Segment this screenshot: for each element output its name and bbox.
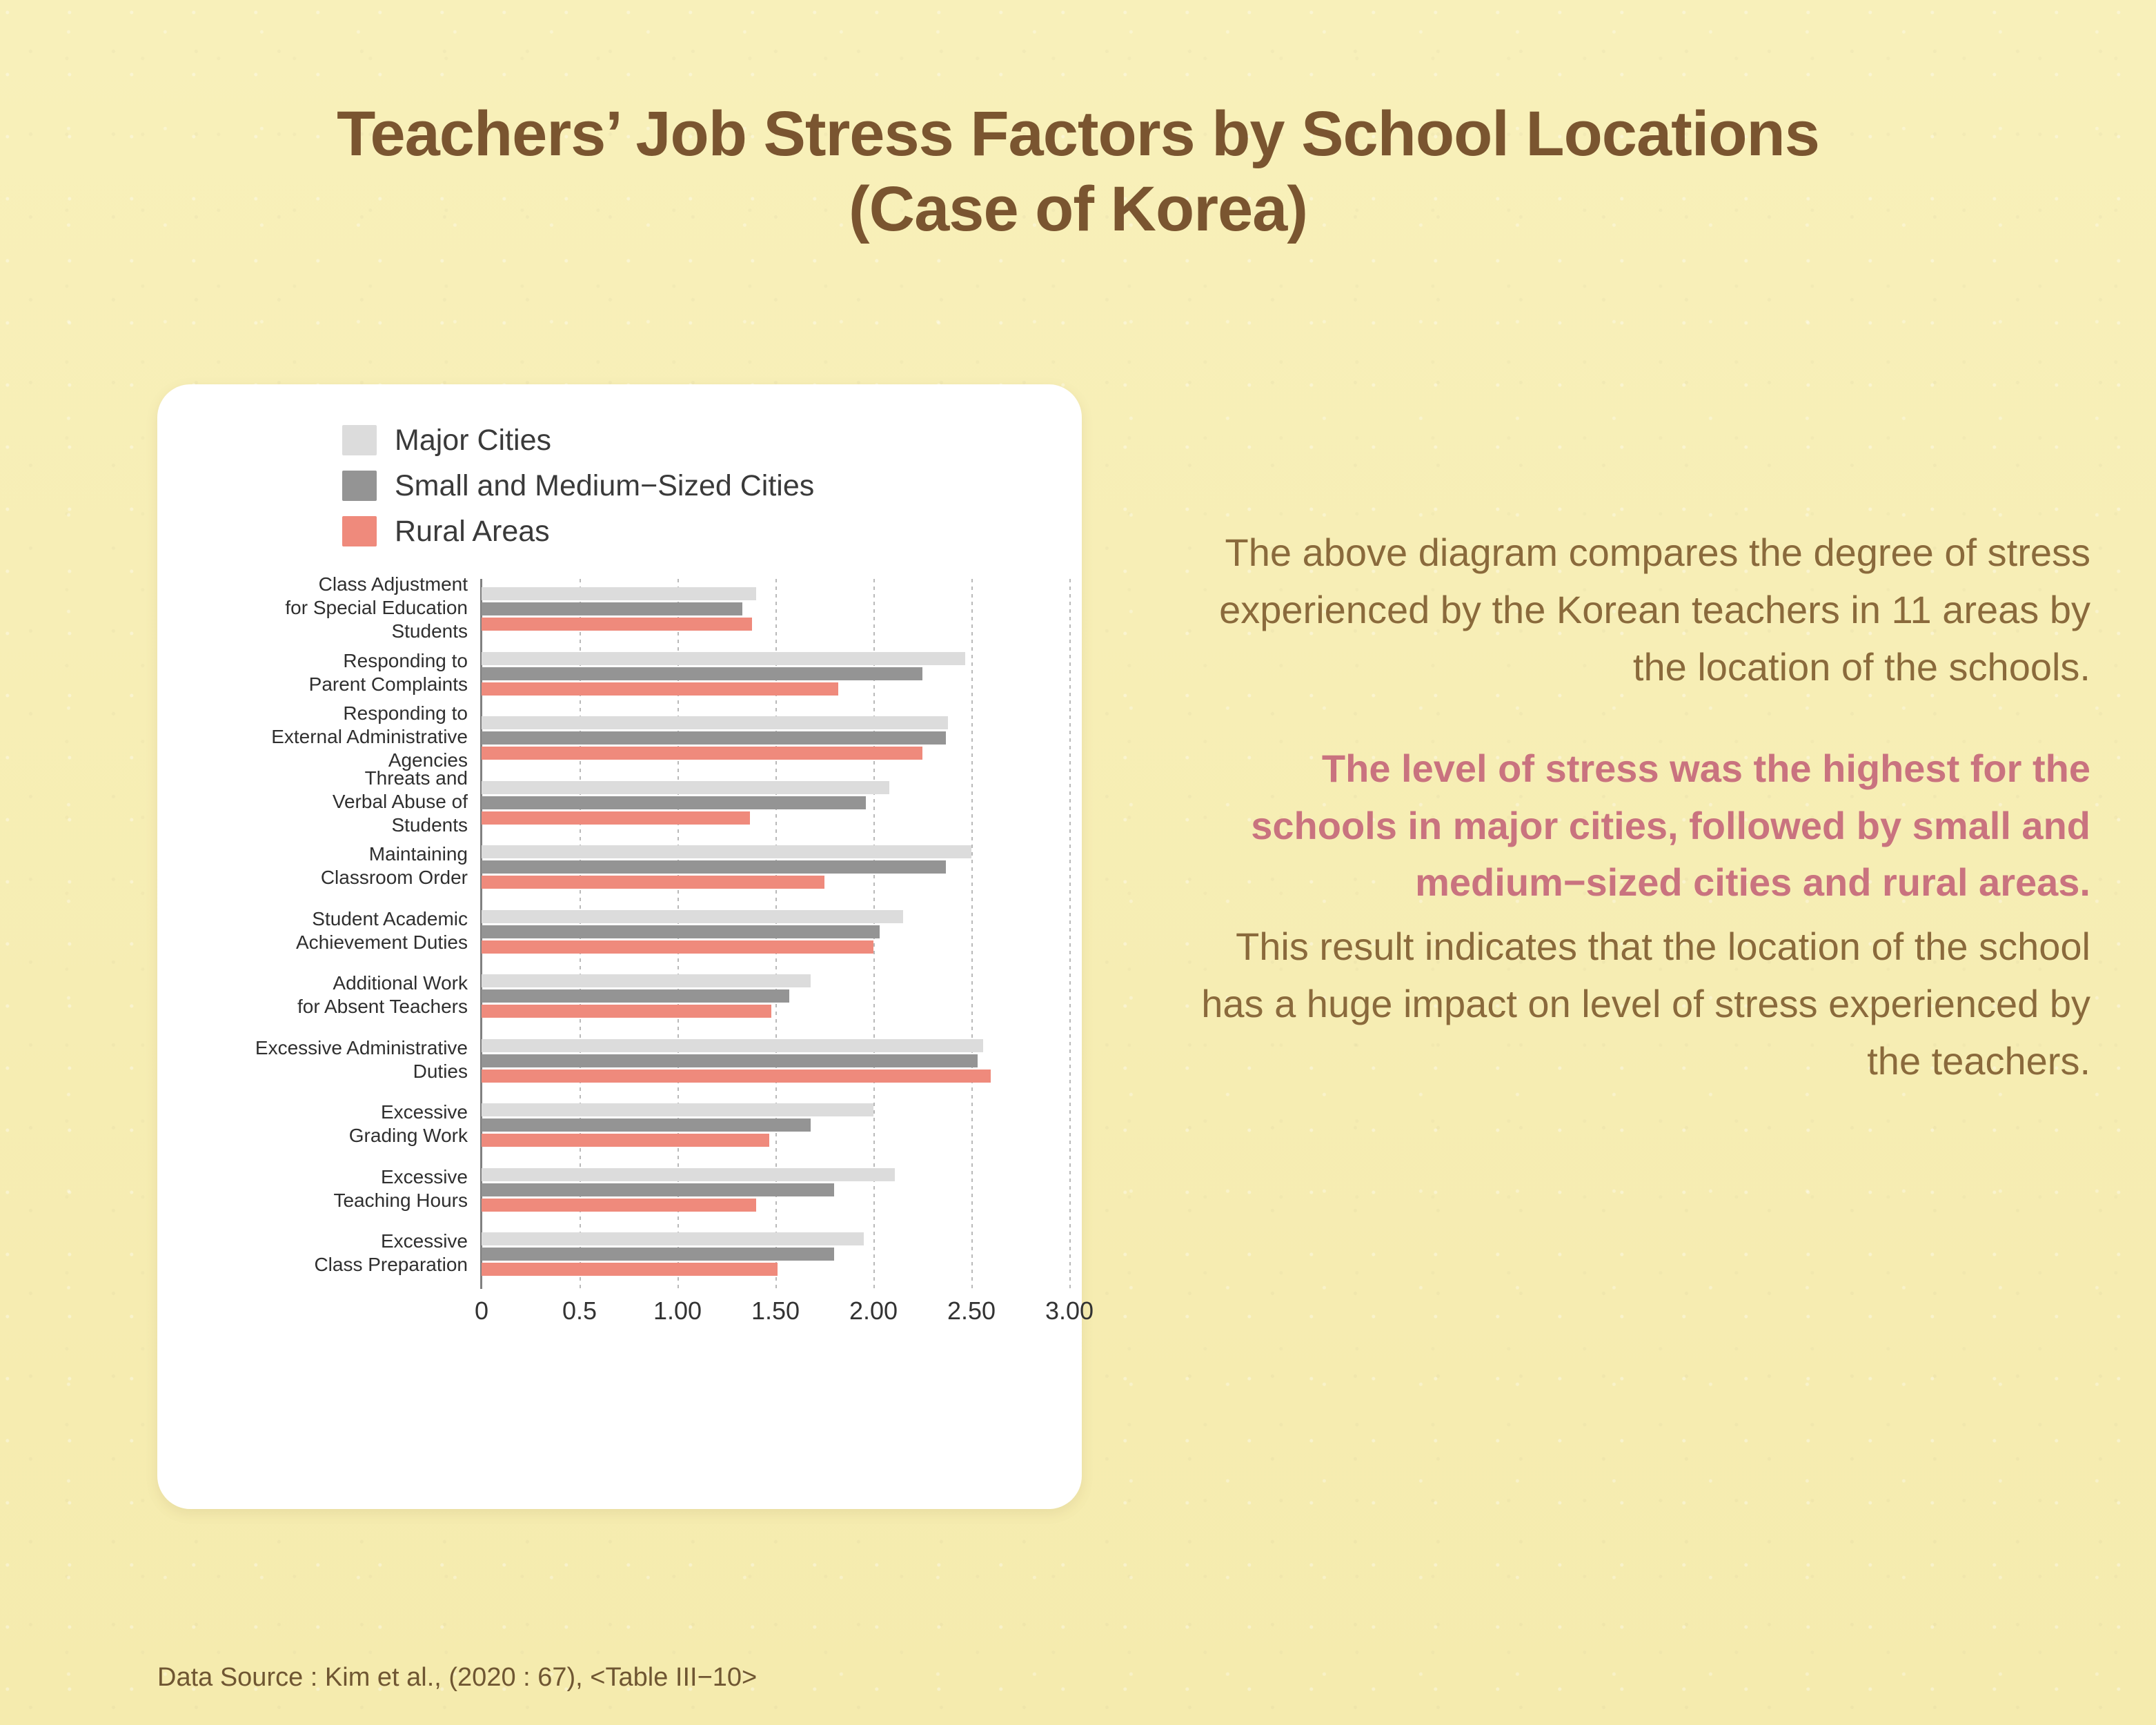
bar-major-cities-10: [482, 1232, 864, 1245]
bar-small-and-medium-sized-cities-10: [482, 1248, 834, 1261]
bar-major-cities-2: [482, 716, 948, 729]
page-title-line1: Teachers’ Job Stress Factors by School Locations: [337, 99, 1819, 169]
category-label: Responding to Parent Complaints: [308, 649, 468, 695]
legend-label-major-cities: Major Cities: [395, 423, 551, 457]
x-tick-label: 1.00: [653, 1297, 702, 1325]
legend-label-small-medium-cities: Small and Medium−Sized Cities: [395, 469, 815, 502]
legend-label-rural-areas: Rural Areas: [395, 514, 550, 548]
bar-major-cities-7: [482, 1039, 983, 1052]
bar-small-and-medium-sized-cities-9: [482, 1183, 834, 1196]
bar-small-and-medium-sized-cities-8: [482, 1118, 811, 1132]
bar-major-cities-5: [482, 910, 903, 923]
bar-small-and-medium-sized-cities-3: [482, 796, 866, 809]
description-paragraph-3: This result indicates that the location of the school has a huge impact on level of stress experienced by the teachers.: [1201, 925, 2090, 1083]
category-label: Threats and Verbal Abuse of Students: [332, 767, 468, 836]
bar-rural-areas-8: [482, 1134, 769, 1147]
bar-small-and-medium-sized-cities-5: [482, 925, 880, 938]
bar-major-cities-8: [482, 1103, 873, 1116]
category-label: Excessive Teaching Hours: [333, 1165, 468, 1211]
bar-small-and-medium-sized-cities-1: [482, 667, 922, 680]
bar-small-and-medium-sized-cities-0: [482, 602, 742, 615]
x-tick-label: 3.00: [1045, 1297, 1094, 1325]
gridline-3.00: [1069, 579, 1071, 1289]
x-tick-label: 1.50: [751, 1297, 800, 1325]
bar-major-cities-4: [482, 845, 971, 858]
bar-rural-areas-1: [482, 682, 838, 696]
bar-rural-areas-0: [482, 618, 752, 631]
gridline-2.50: [971, 579, 973, 1289]
bar-major-cities-3: [482, 781, 889, 794]
chart-card: [157, 384, 1094, 1509]
bar-rural-areas-9: [482, 1199, 756, 1212]
bar-rural-areas-10: [482, 1263, 778, 1276]
category-label: Student Academic Achievement Duties: [295, 907, 468, 953]
x-tick-label: 2.50: [947, 1297, 996, 1325]
description-paragraph-1: The above diagram compares the degree of stress experienced by the Korean teachers in 11 areas by the location of the schools.: [1219, 531, 2090, 689]
bar-major-cities-9: [482, 1168, 895, 1181]
bar-rural-areas-3: [482, 811, 750, 825]
bar-rural-areas-6: [482, 1005, 771, 1018]
x-tick-label: 0.5: [562, 1297, 597, 1325]
bar-rural-areas-2: [482, 747, 922, 760]
category-label: Excessive Class Preparation: [314, 1230, 468, 1276]
category-label: Maintaining Classroom Order: [320, 843, 468, 889]
description-paragraph-2-highlight: The level of stress was the highest for the schools in major cities, followed by small and medium−sized cities and rural areas.: [1251, 746, 2090, 905]
bar-small-and-medium-sized-cities-2: [482, 731, 946, 745]
bar-small-and-medium-sized-cities-7: [482, 1054, 978, 1067]
bar-rural-areas-7: [482, 1070, 991, 1083]
category-label: Responding to External Administrative Agencies: [271, 702, 468, 771]
bar-rural-areas-4: [482, 876, 824, 889]
x-tick-label: 2.00: [849, 1297, 898, 1325]
x-tick-label: 0: [474, 1297, 489, 1325]
chart-plot-area: [157, 384, 1094, 1509]
data-source-caption: Data Source : Kim et al., (2020 : 67), <Table III−10>: [157, 1663, 758, 1692]
bar-major-cities-6: [482, 974, 811, 987]
category-label: Class Adjustment for Special Education Students: [285, 573, 468, 642]
category-label: Additional Work for Absent Teachers: [297, 972, 468, 1018]
category-label: Excessive Administrative Duties: [255, 1036, 468, 1082]
bar-major-cities-1: [482, 652, 965, 665]
page-title: [0, 97, 2156, 246]
category-label: Excessive Grading Work: [348, 1101, 468, 1147]
bar-major-cities-0: [482, 587, 756, 600]
bar-small-and-medium-sized-cities-6: [482, 989, 789, 1003]
bar-rural-areas-5: [482, 940, 873, 954]
bar-small-and-medium-sized-cities-4: [482, 860, 946, 874]
page-title-line2: (Case of Korea): [849, 173, 1307, 244]
description-column: [1173, 524, 2090, 1134]
